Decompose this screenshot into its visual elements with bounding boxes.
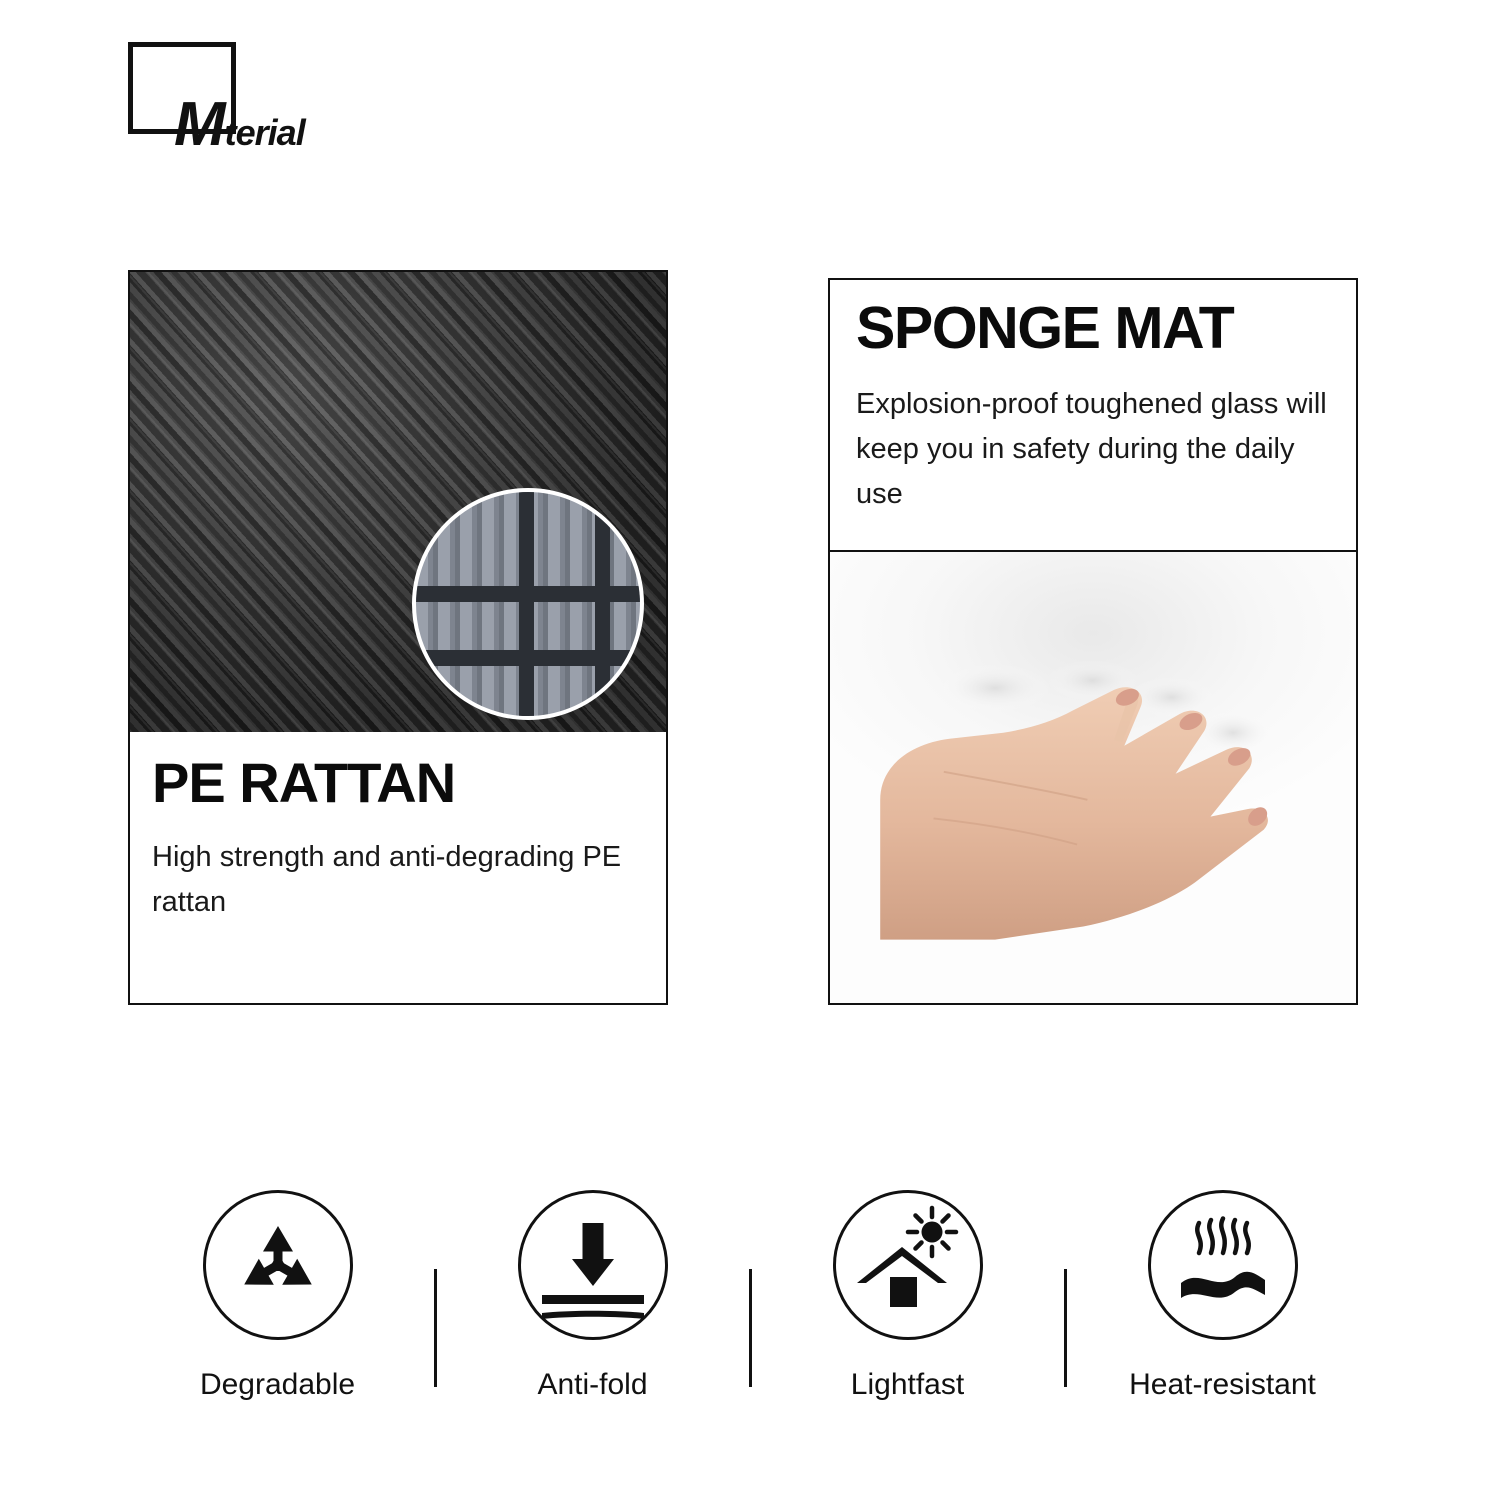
logo-letter: M [174, 90, 225, 159]
feature-anti-fold-label: Anti-fold [537, 1368, 648, 1401]
card-pe-rattan-text [130, 732, 666, 925]
feature-divider [434, 1269, 437, 1387]
heat-resistant-icon [1148, 1190, 1298, 1340]
card-sponge-mat-title: SPONGE MAT [856, 295, 1234, 361]
card-sponge-mat-text [830, 280, 1356, 552]
feature-heat-resistant-label: Heat-resistant [1129, 1368, 1316, 1401]
feature-degradable-label: Degradable [199, 1368, 356, 1401]
feature-heat-resistant [1095, 1190, 1350, 1402]
heat-resistant-icon-glyph [1148, 1190, 1298, 1340]
card-sponge-mat-description: Explosion-proof toughened glass will keep you in safety during the daily use [856, 387, 1327, 510]
card-sponge-mat [828, 278, 1358, 1005]
rattan-zoom-detail [412, 488, 644, 720]
anti-fold-icon-glyph [518, 1190, 668, 1340]
card-pe-rattan [128, 270, 668, 1005]
anti-fold-icon [518, 1190, 668, 1340]
feature-icons-row [150, 1190, 1350, 1450]
lightfast-icon-glyph [833, 1190, 983, 1340]
lightfast-icon [833, 1190, 983, 1340]
feature-divider [749, 1269, 752, 1387]
rattan-weave-photo [130, 272, 666, 732]
feature-lightfast-label: Lightfast [850, 1368, 965, 1401]
hand-illustration [872, 660, 1282, 940]
card-pe-rattan-title: PE RATTAN [152, 751, 456, 814]
recycle-icon-glyph [203, 1190, 353, 1340]
recycle-icon [203, 1190, 353, 1340]
hand-pressing-sponge-photo [830, 552, 1356, 1003]
feature-degradable [150, 1190, 405, 1402]
feature-divider [1064, 1269, 1067, 1387]
logo-wordmark [174, 90, 305, 159]
logo-rest: terial [224, 112, 305, 153]
card-pe-rattan-description: High strength and anti-degrading PE rattan [152, 840, 622, 918]
feature-lightfast [780, 1190, 1035, 1402]
feature-anti-fold [465, 1190, 720, 1402]
brand-logo [128, 42, 428, 159]
